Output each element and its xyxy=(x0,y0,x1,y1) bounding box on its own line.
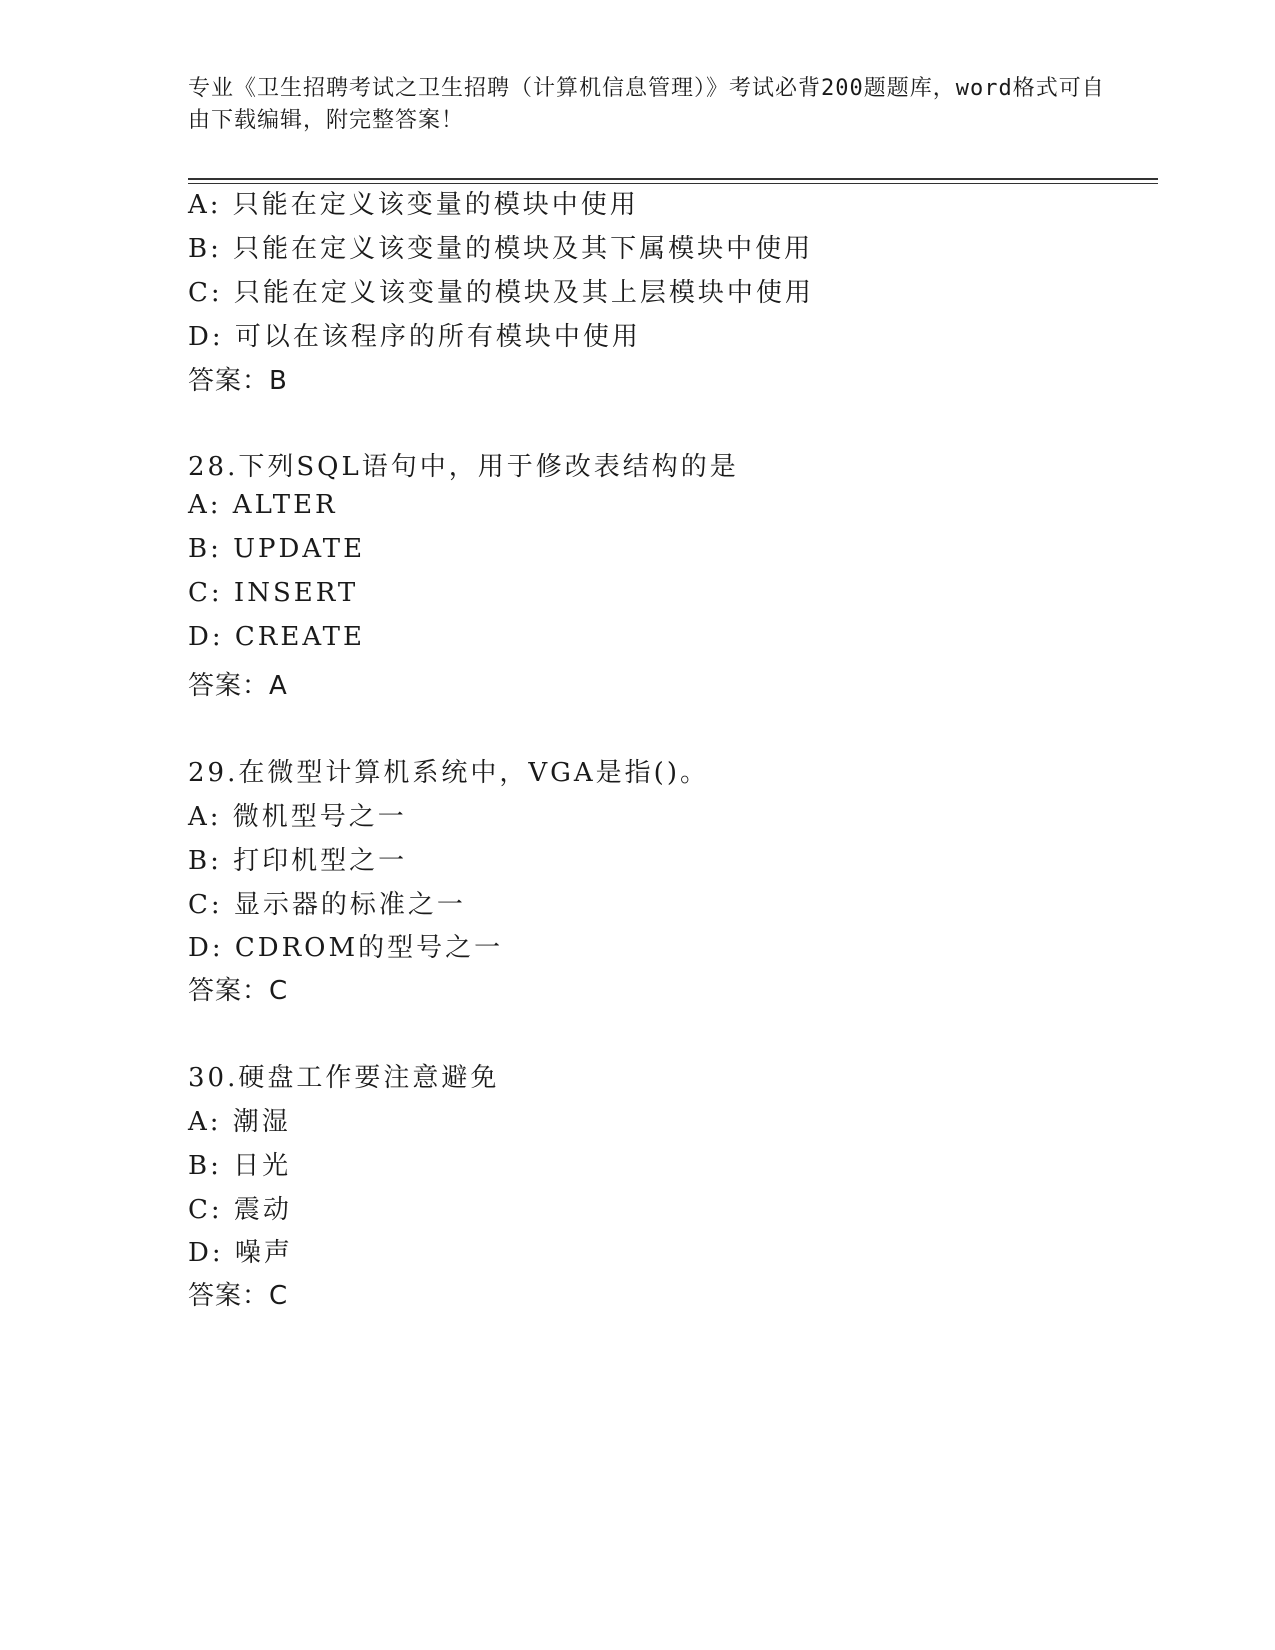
option-b: B: 日光 xyxy=(188,1151,292,1181)
option-c: C: 只能在定义该变量的模块及其上层模块中使用 xyxy=(188,278,814,308)
option-c: C: 震动 xyxy=(188,1195,292,1225)
option-d: D: CDROM的型号之一 xyxy=(188,933,504,963)
option-d: D: 噪声 xyxy=(188,1238,293,1268)
option-d: D: 可以在该程序的所有模块中使用 xyxy=(188,322,641,352)
document-page xyxy=(188,0,1158,1650)
option-c: C: INSERT xyxy=(188,578,359,608)
option-a: A: ALTER xyxy=(188,490,338,520)
option-d: D: CREATE xyxy=(188,622,365,652)
answer-line: 答案：A xyxy=(188,671,288,701)
option-b: B: 打印机型之一 xyxy=(188,846,408,876)
option-a: A: 微机型号之一 xyxy=(188,802,407,832)
question-28: 28.下列SQL语句中，用于修改表结构的是 xyxy=(188,452,739,482)
document-header: 专业《卫生招聘考试之卫生招聘（计算机信息管理）》考试必背200题题库，word格式可自由下载编辑，附完整答案！ xyxy=(188,76,1105,133)
option-a: A: 只能在定义该变量的模块中使用 xyxy=(188,190,639,220)
option-a: A: 潮湿 xyxy=(188,1107,291,1137)
question-30: 30.硬盘工作要注意避免 xyxy=(188,1063,500,1093)
option-b: B: 只能在定义该变量的模块及其下属模块中使用 xyxy=(188,234,814,264)
option-c: C: 显示器的标准之一 xyxy=(188,890,466,920)
question-29: 29.在微型计算机系统中，VGA是指()。 xyxy=(188,758,709,788)
answer-line: 答案：B xyxy=(188,366,288,396)
option-b: B: UPDATE xyxy=(188,534,366,564)
answer-line: 答案：C xyxy=(188,976,289,1006)
answer-line: 答案：C xyxy=(188,1281,289,1311)
